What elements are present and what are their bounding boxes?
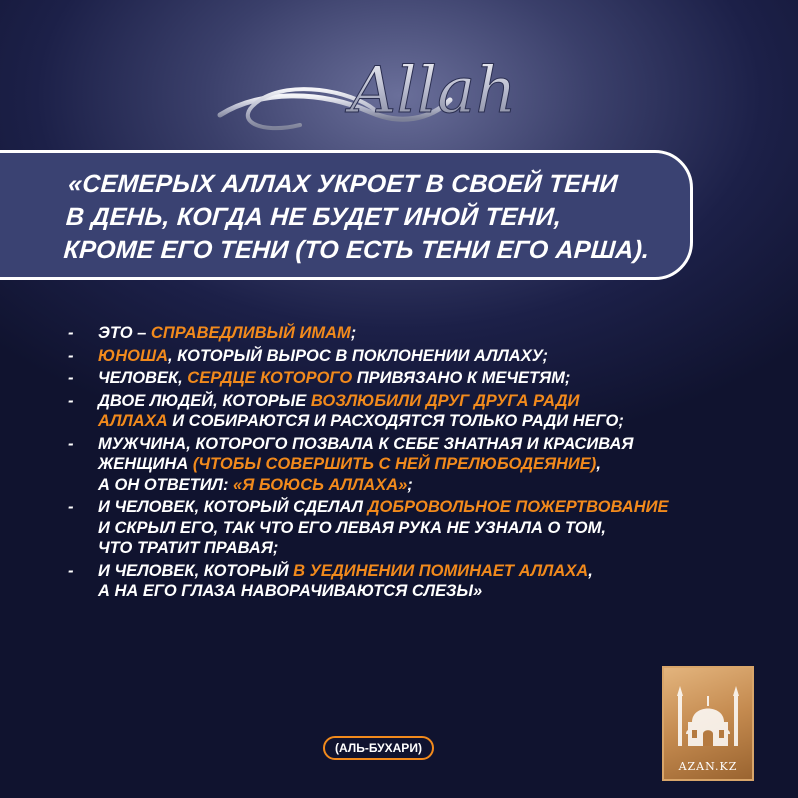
seven-people-list: [68, 323, 748, 604]
text-segment: ;: [407, 475, 413, 494]
bullet-dash: -: [68, 561, 74, 580]
list-item-line: [98, 323, 748, 344]
highlighted-text: АЛЛАХА: [98, 412, 168, 430]
list-item-line: [98, 346, 748, 367]
quote-line: «СЕМЕРЫХ АЛЛАХ УКРОЕТ В СВОЕЙ ТЕНИ: [67, 170, 619, 198]
list-item-line: [98, 391, 748, 412]
bullet-dash: -: [68, 346, 74, 365]
highlighted-text: (ЧТОБЫ СОВЕРШИТЬ С НЕЙ ПРЕЛЮБОДЕЯНИЕ): [192, 455, 597, 473]
highlighted-text: ЮНОША: [98, 346, 169, 365]
list-item-line: [98, 538, 748, 559]
text-segment: А ОН ОТВЕТИЛ:: [98, 475, 234, 494]
list-item-line: [98, 581, 748, 602]
list-item: [68, 434, 748, 496]
list-item-line: [98, 497, 748, 518]
list-item: [68, 346, 748, 367]
text-segment: МУЖЧИНА, КОТОРОГО ПОЗВАЛА К СЕБЕ ЗНАТНАЯ И КРАСИВАЯ: [98, 434, 634, 453]
allah-logo-text: Allah: [350, 54, 517, 128]
list-item-line: [98, 434, 748, 455]
mosque-icon: [670, 674, 746, 754]
bullet-dash: -: [68, 369, 74, 387]
list-item-line: [98, 454, 748, 475]
bullet-dash: -: [68, 498, 74, 516]
text-segment: ПРИВЯЗАНО К МЕЧЕТЯМ;: [352, 369, 571, 387]
list-item-line: [98, 411, 748, 432]
quote-line: В ДЕНЬ, КОГДА НЕ БУДЕТ ИНОЙ ТЕНИ,: [65, 203, 563, 231]
highlighted-text: СПРАВЕДЛИВЫЙ ИМАМ: [150, 324, 351, 342]
highlighted-text: ДОБРОВОЛЬНОЕ ПОЖЕРТВОВАНИЕ: [367, 498, 669, 516]
text-segment: И СКРЫЛ ЕГО, ТАК ЧТО ЕГО ЛЕВАЯ РУКА НЕ УЗНАЛА О ТОМ,: [98, 518, 606, 537]
brand-label: AZAN.KZ: [678, 760, 738, 773]
list-item-line: [98, 475, 748, 496]
text-segment: ЧЕЛОВЕК,: [98, 369, 188, 387]
text-segment: ;: [350, 324, 357, 342]
list-item: [68, 561, 748, 602]
list-item-line: [98, 561, 748, 582]
text-segment: ЭТО –: [98, 324, 151, 342]
highlighted-text: В УЕДИНЕНИИ ПОМИНАЕТ АЛЛАХА: [293, 561, 589, 580]
quote-line: КРОМЕ ЕГО ТЕНИ (ТО ЕСТЬ ТЕНИ ЕГО АРША).: [62, 236, 651, 264]
text-segment: ДВОЕ ЛЮДЕЙ, КОТОРЫЕ: [98, 391, 311, 410]
text-segment: ЖЕНЩИНА: [98, 455, 193, 473]
list-item: [68, 368, 748, 389]
text-segment: ,: [588, 561, 593, 580]
list-item: [68, 323, 748, 344]
highlighted-text: «Я БОЮСЬ АЛЛАХА»: [233, 475, 408, 494]
list-item: [68, 391, 748, 432]
text-segment: А НА ЕГО ГЛАЗА НАВОРАЧИВАЮТСЯ СЛЕЗЫ»: [98, 582, 483, 600]
text-segment: , КОТОРЫЙ ВЫРОС В ПОКЛОНЕНИИ АЛЛАХУ;: [168, 346, 548, 365]
bullet-dash: -: [68, 391, 74, 410]
source-badge: (АЛЬ-БУХАРИ): [323, 736, 434, 760]
text-segment: И СОБИРАЮТСЯ И РАСХОДЯТСЯ ТОЛЬКО РАДИ НЕГО;: [167, 412, 624, 430]
azan-kz-logo: [662, 666, 754, 781]
text-segment: ЧТО ТРАТИТ ПРАВАЯ;: [98, 539, 279, 557]
text-segment: И ЧЕЛОВЕК, КОТОРЫЙ СДЕЛАЛ: [98, 498, 368, 516]
highlighted-text: СЕРДЦЕ КОТОРОГО: [187, 369, 353, 387]
bullet-dash: -: [68, 434, 74, 453]
text-segment: ,: [596, 455, 601, 473]
list-item-line: [98, 368, 748, 389]
list-item: [68, 497, 748, 559]
hadith-quote: [63, 168, 690, 267]
bullet-dash: -: [68, 324, 74, 342]
allah-calligraphy-logo: [200, 20, 600, 150]
text-segment: И ЧЕЛОВЕК, КОТОРЫЙ: [98, 561, 294, 580]
highlighted-text: ВОЗЛЮБИЛИ ДРУГ ДРУГА РАДИ: [310, 391, 580, 410]
list-item-line: [98, 518, 748, 539]
